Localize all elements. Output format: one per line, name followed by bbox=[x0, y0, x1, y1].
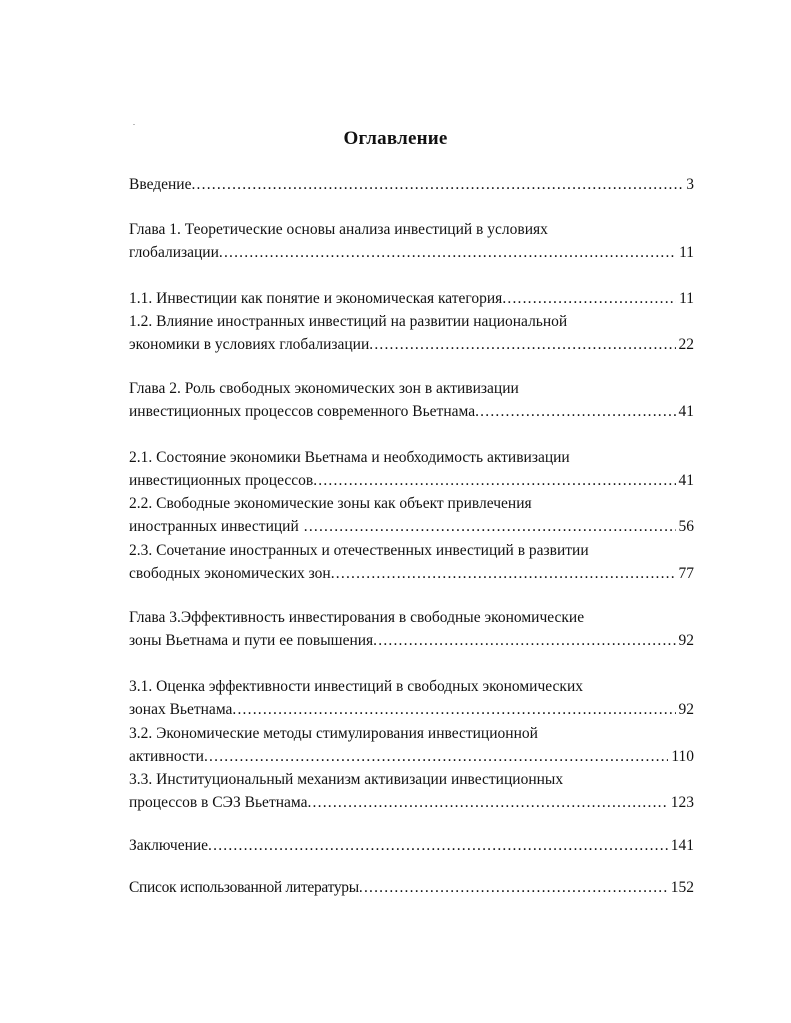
toc-page-number: 77 bbox=[678, 565, 694, 582]
toc-page-number: 110 bbox=[671, 748, 694, 765]
toc-page-number: 141 bbox=[670, 837, 694, 854]
toc-entry-text: Глава 1. Теоретические основы анализа инвестиций в условиях bbox=[129, 221, 548, 238]
page-title: Оглавление bbox=[343, 128, 448, 149]
dot-leader bbox=[359, 876, 668, 899]
dot-leader bbox=[232, 698, 675, 721]
dot-leader bbox=[313, 469, 675, 492]
toc-line bbox=[129, 241, 694, 264]
toc-line bbox=[129, 698, 694, 721]
toc-entry-chapter-2 bbox=[129, 377, 694, 423]
dot-leader bbox=[191, 173, 683, 196]
toc-page-number: 22 bbox=[678, 336, 694, 353]
toc-entry-text: 1.1. Инвестиции как понятие и экономическая категория bbox=[129, 290, 503, 307]
dot-leader bbox=[219, 241, 676, 264]
toc-entry-text: зоны Вьетнама и пути ее повышения bbox=[129, 632, 374, 649]
toc-page-number: 123 bbox=[670, 794, 694, 811]
toc-entry-text: 3.1. Оценка эффективности инвестиций в свободных экономических bbox=[129, 678, 583, 695]
toc-entry-text: 2.1. Состояние экономики Вьетнама и необходимость активизации bbox=[129, 449, 570, 466]
toc-entry-text: свободных экономических зон bbox=[129, 565, 331, 582]
toc-page-number: 41 bbox=[678, 403, 694, 420]
toc-line bbox=[129, 834, 694, 857]
toc-entry-text: Заключение bbox=[129, 837, 209, 854]
toc-line bbox=[129, 629, 694, 652]
toc-line bbox=[129, 876, 694, 899]
dot-leader bbox=[208, 834, 668, 857]
toc-entry-chapter-1 bbox=[129, 218, 694, 264]
toc-entry-section-3-1 bbox=[129, 675, 694, 721]
toc-entry-section-1-1 bbox=[129, 287, 694, 310]
toc-entry-text: инвестиционных процессов bbox=[129, 472, 314, 489]
toc-line bbox=[129, 469, 694, 492]
toc-entry-text: Список использованной литературы bbox=[129, 879, 359, 896]
toc-page-number: 152 bbox=[670, 879, 694, 896]
dot-leader bbox=[502, 287, 676, 310]
toc-entry-text: Глава 3.Эффективность инвестирования в свободные экономические bbox=[129, 609, 585, 626]
toc-entry-text: 2.2. Свободные экономические зоны как объект привлечения bbox=[129, 495, 532, 512]
toc-entry-text: иностранных инвестиций bbox=[129, 518, 299, 535]
dot-leader bbox=[369, 333, 675, 356]
toc-page-number: 11 bbox=[679, 290, 694, 307]
toc-page-number: 92 bbox=[678, 701, 694, 718]
toc-line bbox=[129, 791, 694, 814]
toc-line bbox=[129, 173, 694, 196]
toc-entry-chapter-3 bbox=[129, 606, 694, 652]
toc-entry-section-2-3 bbox=[129, 539, 694, 585]
toc-entry-section-2-1 bbox=[129, 446, 694, 492]
toc-entry-text: процессов в СЭЗ Вьетнама bbox=[129, 794, 308, 811]
dot-leader bbox=[204, 745, 668, 768]
dot-leader bbox=[475, 400, 675, 423]
dot-leader bbox=[307, 791, 667, 814]
toc-line bbox=[129, 400, 694, 423]
toc-entry-text: 1.2. Влияние иностранных инвестиций на развитии национальной bbox=[129, 313, 568, 330]
toc-line bbox=[129, 562, 694, 585]
dot-leader bbox=[373, 629, 675, 652]
toc-page-number: 56 bbox=[678, 518, 694, 535]
toc-entry-text: 2.3. Сочетание иностранных и отечественных инвестиций в развитии bbox=[129, 542, 589, 559]
toc-entry-section-3-2 bbox=[129, 722, 694, 768]
toc-entry-conclusion bbox=[129, 834, 694, 857]
toc-entry-section-2-2 bbox=[129, 492, 694, 538]
toc-entry-text: 3.2. Экономические методы стимулирования инвестиционной bbox=[129, 725, 538, 742]
toc-entry-text: зонах Вьетнама bbox=[129, 701, 233, 718]
toc-line bbox=[129, 515, 694, 538]
dot-leader bbox=[331, 562, 676, 585]
toc-entry-text: Введение bbox=[129, 176, 192, 193]
toc-entry-text: экономики в условиях глобализации bbox=[129, 336, 370, 353]
toc-entry-text: Глава 2. Роль свободных экономических зон в активизации bbox=[129, 380, 519, 397]
toc-entry-text: инвестиционных процессов современного Вьетнама bbox=[129, 403, 476, 420]
toc-page-number: 11 bbox=[679, 244, 694, 261]
toc-entry-bibliography bbox=[129, 876, 694, 899]
toc-entry-text: активности bbox=[129, 748, 204, 765]
toc-page-number: 41 bbox=[678, 472, 694, 489]
toc-page-number: 92 bbox=[678, 632, 694, 649]
toc-entry-section-3-3 bbox=[129, 768, 694, 814]
dot-leader bbox=[304, 515, 676, 538]
toc-line bbox=[129, 333, 694, 356]
toc-entry-text: глобализации bbox=[129, 244, 219, 261]
toc-line bbox=[129, 745, 694, 768]
toc-entry-text: 3.3. Институциональный механизм активизации инвестиционных bbox=[129, 771, 564, 788]
scan-artifact bbox=[133, 124, 135, 125]
toc-line bbox=[129, 287, 694, 310]
toc-entry-introduction bbox=[129, 173, 694, 196]
toc-page-number: 3 bbox=[686, 176, 694, 193]
toc-entry-section-1-2 bbox=[129, 310, 694, 356]
